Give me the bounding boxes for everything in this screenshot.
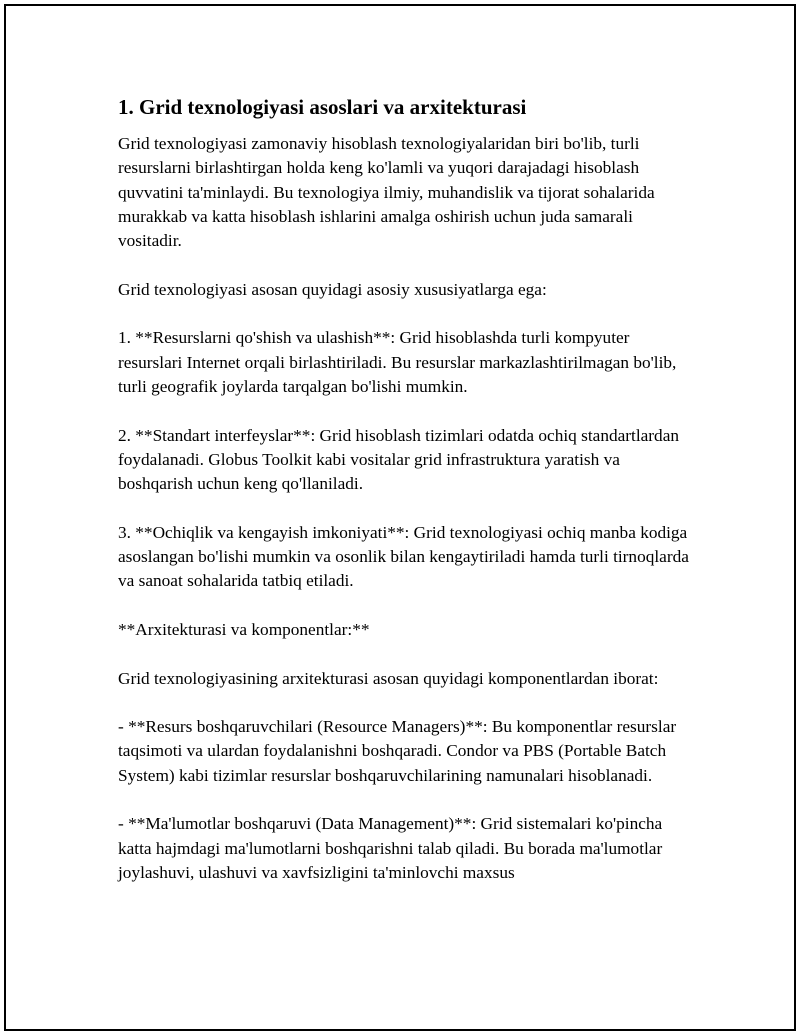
paragraph-features-lead: Grid texnologiyasi asosan quyidagi asosiy xususiyatlarga ega:: [118, 279, 547, 299]
paragraph-data-management: - **Ma'lumotlar boshqaruvi (Data Management)**: Grid sistemalari ko'pincha katta hajmdagi ma'lumotlarni boshqarishni talab qiladi. Bu borada ma'lumotlar joylashuvi, ulashuvi va xavfsizligini ta'minlovchi maxsus: [118, 814, 663, 882]
paragraph-resource-managers: - **Resurs boshqaruvchilari (Resource Managers)**: Bu komponentlar resurslar taqsimoti va ulardan foydalanishni boshqaradi. Condor va PBS (Portable Batch System) kabi tizimlar resurslar boshqaruvchilarining namunalari hisoblanadi.: [118, 717, 677, 785]
paragraph-intro: Grid texnologiyasi zamonaviy hisoblash texnologiyalaridan biri bo'lib, turli resurslarni birlashtirgan holda keng ko'lamli va yuqori darajadagi hisoblash quvvatini ta'minlaydi. Bu texnologiya ilmiy, muhandislik va tijorat sohalarida murakkab va katta hisoblash ishlarini amalga oshirish uchun juda samarali vositadir.: [118, 134, 655, 251]
paragraph-feature-2: 2. **Standart interfeyslar**: Grid hisoblash tizimlari odatda ochiq standartlardan foydalanadi. Globus Toolkit kabi vositalar grid infrastruktura yaratish va boshqarish uchun keng qo'llaniladi.: [118, 425, 680, 494]
paragraph-feature-1: 1. **Resurslarni qo'shish va ulashish**: Grid hisoblashda turli kompyuter resurslari Internet orqali birlashtiriladi. Bu resurslar markazlashtirilmagan bo'lib, turli geografik joylarda tarqalgan bo'lishi mumkin.: [118, 328, 677, 396]
paragraph-feature-3: 3. **Ochiqlik va kengayish imkoniyati**: Grid texnologiyasi ochiq manba kodiga asoslangan bo'lishi mumkin va osonlik bilan kengaytiriladi hamda turli tirnoqlarda va sanoat sohalarida tatbiq etiladi.: [118, 522, 689, 591]
subheading-architecture: **Arxitekturasi va komponentlar:**: [118, 619, 370, 639]
section-heading: 1. Grid texnologiyasi asoslari va arxitekturasi: [118, 95, 527, 119]
paragraph-architecture-lead: Grid texnologiyasining arxitekturasi asosan quyidagi komponentlardan iborat:: [118, 668, 659, 688]
document-body: [118, 92, 693, 910]
